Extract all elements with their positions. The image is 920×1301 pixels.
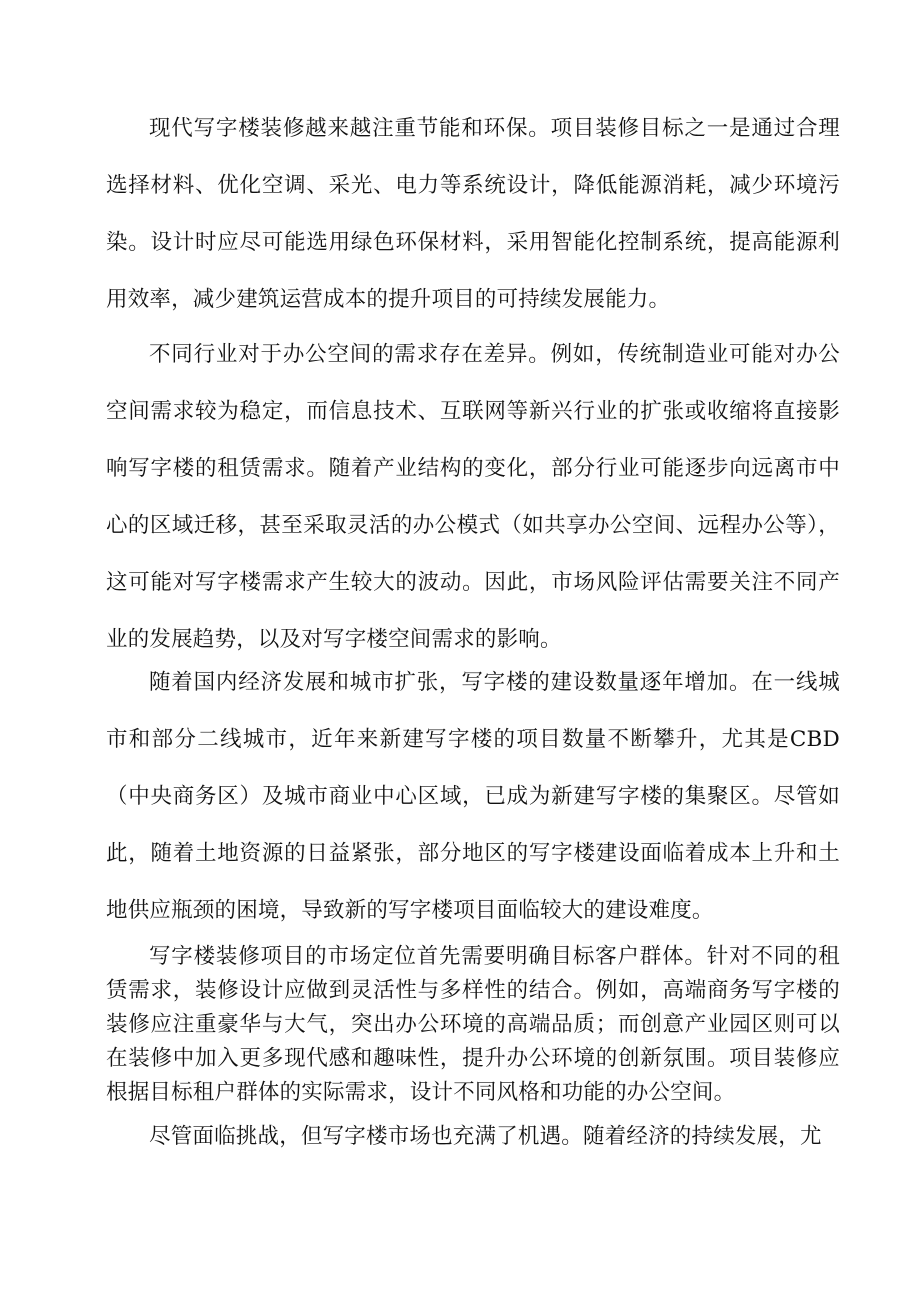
paragraph-supply-growth: 随着国内经济发展和城市扩张，写字楼的建设数量逐年增加。在一线城市和部分二线城市，近年来新建写字楼的项目数量不断攀升，尤其是CBD（中央商务区）及城市商业中心区域，已成为新建写字楼的集聚区。尽管如此，随着土地资源的日益紧张，部分地区的写字楼建设面临着成本上升和土地供应瓶颈的困境，导致新的写字楼项目面临较大的建设难度。 — [106, 670, 840, 923]
paragraph-market-positioning: 写字楼装修项目的市场定位首先需要明确目标客户群体。针对不同的租赁需求，装修设计应做到灵活性与多样性的结合。例如，高端商务写字楼的装修应注重豪华与大气，突出办公环境的高端品质；而创意产业园区则可以在装修中加入更多现代感和趣味性，提升办公环境的创新氛围。项目装修应根据目标租户群体的实际需求，设计不同风格和功能的办公空间。 — [106, 944, 840, 1105]
paragraph-opportunities: 尽管面临挑战，但写字楼市场也充满了机遇。随着经济的持续发展，尤 — [149, 1124, 822, 1149]
paragraph-industry-demand: 不同行业对于办公空间的需求存在差异。例如，传统制造业可能对办公空间需求较为稳定，而信息技术、互联网等新兴行业的扩张或收缩将直接影响写字楼的租赁需求。随着产业结构的变化，部分行业可能逐步向远离市中心的区域迁移，甚至采取灵活的办公模式（如共享办公空间、远程办公等），这可能对写字楼需求产生较大的波动。因此，市场风险评估需要关注不同产业的发展趋势，以及对写字楼空间需求的影响。 — [106, 342, 840, 652]
paragraph-energy-saving: 现代写字楼装修越来越注重节能和环保。项目装修目标之一是通过合理选择材料、优化空调、采光、电力等系统设计，降低能源消耗，减少环境污染。设计时应尽可能选用绿色环保材料，采用智能化控制系统，提高能源利用效率，减少建筑运营成本的提升项目的可持续发展能力。 — [106, 116, 840, 312]
